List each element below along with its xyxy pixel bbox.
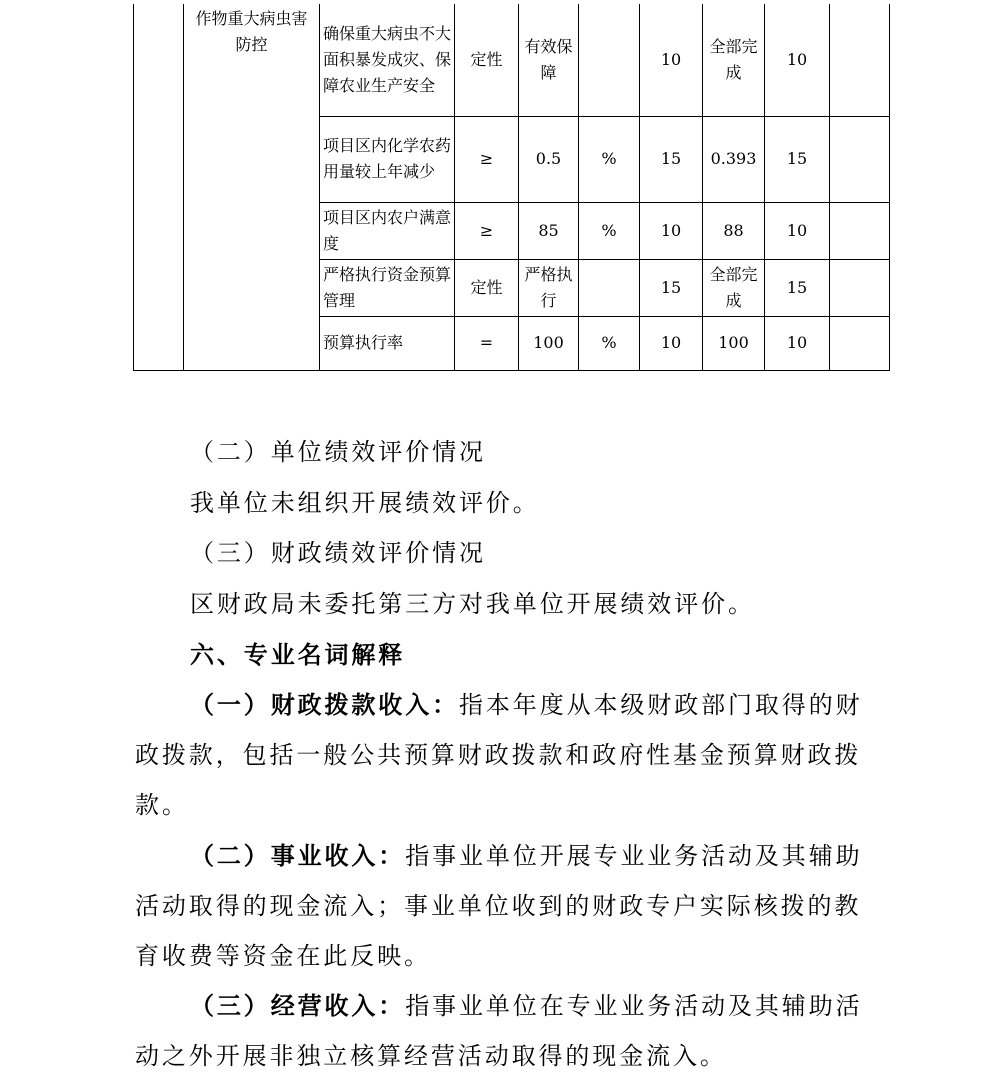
operator-cell: ≥ [455,202,519,259]
score-cell: 15 [640,259,703,316]
got-score-cell: 10 [765,4,830,116]
indicator-cell: 项目区内化学农药用量较上年减少 [320,116,455,202]
unit-cell [579,259,640,316]
note-cell [830,316,890,370]
paragraph-unit-evaluation: 我单位未组织开展绩效评价。 [190,489,540,517]
note-cell [830,259,890,316]
paragraph-finance-evaluation: 区财政局未委托第三方对我单位开展绩效评价。 [190,590,755,618]
term3-text: 指事业单位在专业业务活动及其辅助活 [405,992,863,1020]
target-cell: 100 [519,316,579,370]
actual-cell: 88 [703,202,765,259]
score-cell: 15 [640,116,703,202]
note-cell [830,202,890,259]
score-cell: 10 [640,4,703,116]
target-cell: 0.5 [519,116,579,202]
term3-title: （三）经营收入： [190,991,406,1020]
unit-cell [579,4,640,116]
unit-cell: % [579,316,640,370]
heading-finance-evaluation: （三）财政绩效评价情况 [190,539,486,567]
note-cell [830,4,890,116]
got-score-cell: 15 [765,259,830,316]
term3-first-line [190,991,863,1021]
got-score-cell: 15 [765,116,830,202]
unit-cell: % [579,116,640,202]
operator-cell: 定性 [455,259,519,316]
indicator-cell: 预算执行率 [320,316,455,370]
target-cell: 85 [519,202,579,259]
target-cell: 有效保障 [519,4,579,116]
indicator-cell: 确保重大病虫不大面积暴发成灾、保障农业生产安全 [320,4,455,116]
actual-cell: 0.393 [703,116,765,202]
indicator-cell: 严格执行资金预算管理 [320,259,455,316]
term1-title: （一）财政拨款收入： [190,690,459,719]
heading-terms: 六、专业名词解释 [190,640,406,669]
performance-table [133,4,890,371]
term2-first-line [190,841,863,871]
heading-unit-evaluation: （二）单位绩效评价情况 [190,438,486,466]
score-cell: 10 [640,316,703,370]
blank-cell [134,4,184,370]
term1-line2: 政拨款，包括一般公共预算财政拨款和政府性基金预算财政拨 [135,741,862,769]
got-score-cell: 10 [765,202,830,259]
term2-line3: 育收费等资金在此反映。 [135,942,431,970]
table-row [134,4,890,116]
operator-cell: 定性 [455,4,519,116]
unit-cell: % [579,202,640,259]
term2-line2: 活动取得的现金流入；事业单位收到的财政专户实际核拨的教 [135,892,862,920]
term1-first-line [190,690,863,720]
term1-line3: 款。 [135,791,189,819]
actual-cell: 全部完成 [703,4,765,116]
category-cell: 作物重大病虫害防控 [184,4,320,370]
target-cell: 严格执行 [519,259,579,316]
operator-cell: ≥ [455,116,519,202]
actual-cell: 100 [703,316,765,370]
term1-text: 指本年度从本级财政部门取得的财 [459,691,863,719]
got-score-cell: 10 [765,316,830,370]
note-cell [830,116,890,202]
indicator-cell: 项目区内农户满意度 [320,202,455,259]
actual-cell: 全部完成 [703,259,765,316]
term3-line2: 动之外开展非独立核算经营活动取得的现金流入。 [135,1042,727,1070]
term2-text: 指事业单位开展专业业务活动及其辅助 [405,842,863,870]
term2-title: （二）事业收入： [190,841,406,870]
score-cell: 10 [640,202,703,259]
operator-cell: = [455,316,519,370]
